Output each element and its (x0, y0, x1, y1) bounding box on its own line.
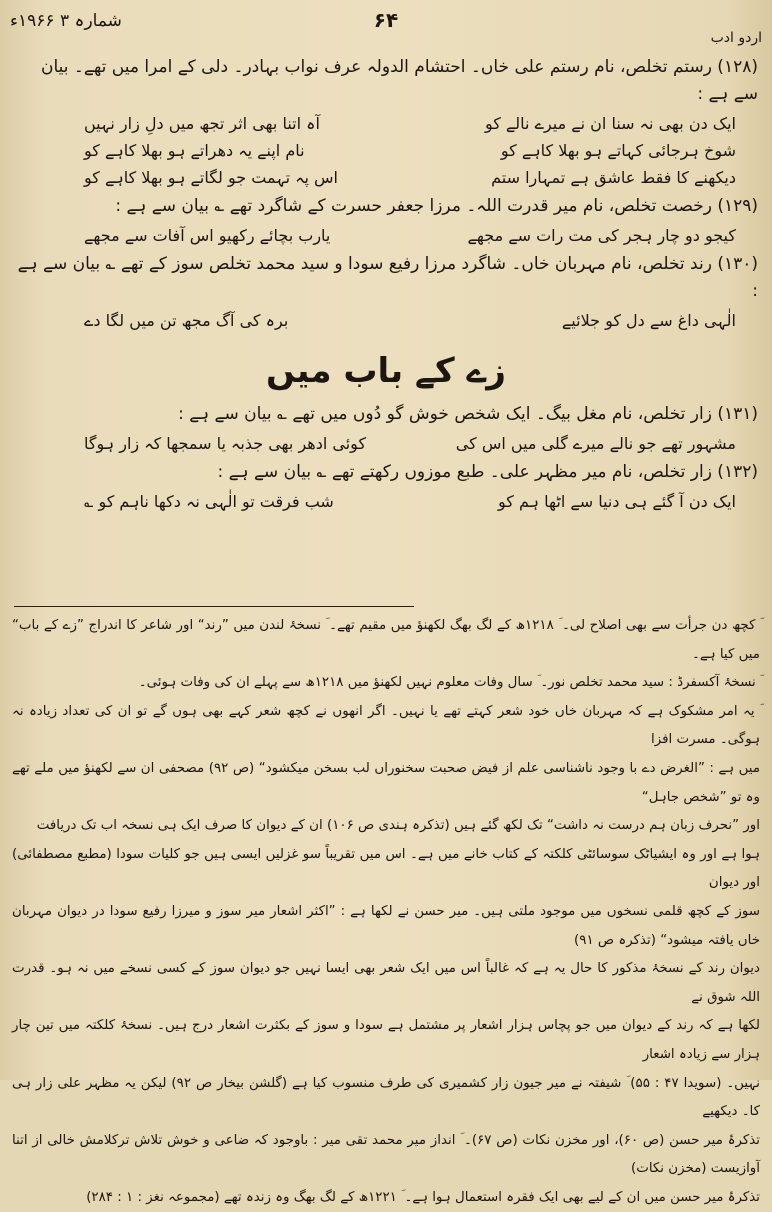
footnote-divider (14, 606, 414, 607)
couplet (14, 137, 758, 164)
entry-heading: (۱۳۰) رند تخلص، نام مہربان خاں۔ شاگرد مرزا رفیع سودا و سید محمد تخلص سوز کے تھے ؎ بیان سے ہے : (17, 254, 758, 301)
footnote-line: ؔ یہ امر مشکوک ہے کہ مہربان خاں خود شعر کہتے تھے یا نہیں۔ اگر انھوں نے کچھ شعر کہے بھی ہوں گے تو ان کی تعداد زیادہ نہ ہوگی۔ مسرت افزا (12, 703, 760, 748)
couplet (14, 307, 758, 334)
footnote-line: اور ”نحرف زبان ہم درست نہ داشت“ تک لکھ گئے ہیں (تذکرہ ہندی ص ۱۰۶) ان کے دیوان کا صرف ایک ہی نسخہ اب تک دریافت (36, 818, 760, 834)
footnote-line: تذکرۂ میر حسن (ص ۶۰)، اور مخزن نکات (ص ۶۷)۔ ؔ انداز میر محمد تقی میر : باوجود کہ ضاعی و خوش تلاش ترکلامش خالی از اتنا آوازیست (مخزن نکات) (12, 1132, 760, 1177)
footnote-line: نہیں۔ (سویدا ۴۷ : ۵۵) ؔ شیفتہ نے میر جیون زار کشمیری کی طرف منسوب کیا ہے (گلشن بیخار ص ۹۲) لیکن یہ مظہر علی زار ہی کا۔ دیکھیے (12, 1075, 760, 1120)
page-header (10, 8, 762, 46)
footnote-line: ہوا ہے اور وہ ایشیاٹک سوسائٹی کلکتہ کے کتاب خانے میں ہے۔ اس میں تقریباً سو غزلیں ایسی ہیں جو کلیات سودا (مطبع مصطفائی) اور دیوان (12, 846, 760, 891)
main-text (14, 52, 758, 515)
entry-132 (14, 459, 758, 515)
entry-129 (14, 193, 758, 249)
misra: یارب بچائے رکھیو اس آفات سے مجھے (84, 226, 331, 245)
misra: دیکھنے کا فقط عاشق ہے تمہارا ستم (491, 168, 736, 187)
misra: آہ اتنا بھی اثر تجھ میں دلِ زار نہیں (84, 114, 320, 133)
entry-heading: (۱۲۸) رستم تخلص، نام رستم علی خاں۔ احتشام الدولہ عرف نواب بہادر۔ دلی کے امرا میں تھے۔ بیان سے ہے : (40, 57, 758, 104)
misra: کیجو دو چار ہجر کی مت رات سے مجھے (467, 226, 736, 245)
misra: برہ کی آگ مجھ تن میں لگا دے (84, 311, 289, 330)
magazine-title: اردو ادب (710, 30, 762, 46)
couplet (14, 430, 758, 457)
misra: کوئی ادھر بھی جذبہ یا سمجھا کہ زار ہوگا (84, 434, 367, 453)
footnote-line: لکھا ہے کہ رند کے دیوان میں جو پچاس ہزار اشعار پر مشتمل ہے سودا و سوز کے بکثرت اشعار درج ہیں۔ نسخۂ کلکتہ میں تین چار ہزار سے زیادہ اشعار (12, 1018, 760, 1062)
entry-131 (14, 401, 758, 457)
couplet (14, 164, 758, 191)
misra: مشہور تھے جو نالے میرے گلی میں اس کی (455, 434, 736, 453)
couplet (14, 488, 758, 515)
misra: ایک دن آ گئے ہی دنیا سے اٹھا ہم کو (498, 492, 736, 511)
couplet (14, 222, 758, 249)
misra: نام اپنے یہ دھراتے ہو بھلا کاہے کو (84, 141, 305, 160)
issue-label: شمارہ ۳ ۱۹۶۶ء (10, 11, 122, 31)
misra: اس پہ تہمت جو لگاتے ہو بھلا کاہے کو (84, 168, 338, 187)
couplet (14, 110, 758, 137)
entry-heading: (۱۳۲) زار تخلص، نام میر مظہر علی۔ طبع موزوں رکھتے تھے ؎ بیان سے ہے : (217, 462, 758, 482)
footnote-line: سوز کے کچھ قلمی نسخوں میں موجود ملتی ہیں۔ میر حسن نے لکھا ہے : ”اکثر اشعار میر سوز و میرزا رفیع سودا در دیوان مہربان خاں یافتہ میشود“ (تذکرہ ص ۹۱) (12, 903, 760, 948)
footnotes (12, 612, 760, 1212)
footnote-line: ؔ کچھ دن جرأت سے بھی اصلاح لی۔ ؔ ۱۲۱۸ھ کے لگ بھگ لکھنؤ میں مقیم تھے۔ ؔ نسخۂ لندن میں ”رند“ اور شاعر کا اندراج ”زے کے باب“ میں کیا ہے۔ (12, 618, 760, 662)
misra: شوخ ہرجائی کہاتے ہو بھلا کاہے کو (500, 141, 736, 160)
section-title: زے کے باب میں (266, 351, 506, 391)
entry-heading: (۱۳۱) زار تخلص، نام مغل بیگ۔ ایک شخص خوش گو دُوں میں تھے ؎ بیان سے ہے : (178, 404, 758, 424)
misra: شب فرقت تو الٰہی نہ دکھا ناہم کو ؎ (84, 492, 334, 511)
footnote-line: تذکرۂ میر حسن میں ان کے لیے بھی ایک فقرہ استعمال ہوا ہے۔ ؔ ۱۲۲۱ھ کے لگ بھگ وہ زندہ تھے (مجموعہ نغز : ۱ : ۲۸۴) (86, 1189, 760, 1205)
footnote-line: دیوان رند کے نسخۂ مذکور کا حال یہ ہے کہ غالباً اس میں ایک شعر بھی ایسا نہیں جو دیوان سوز کے کسی نسخے میں نہ ہو۔ قدرت اللہ شوق نے (12, 961, 760, 1005)
misra: الٰہی داغ سے دل کو جلائیے (561, 311, 736, 330)
page-number: ۶۴ (373, 8, 399, 32)
entry-128 (14, 54, 758, 191)
misra: ایک دن بھی نہ سنا ان نے میرے نالے کو (484, 114, 736, 133)
footnote-line: میں ہے : ”الغرض دے با وجود ناشناسی علم از فیض صحبت سخنوراں لب بسخن میکشود“ (ص ۹۲) مصحفی ان سے لکھنؤ میں ملے تھے وہ تو ”شخص جاہل“ (12, 760, 761, 805)
entry-130 (14, 251, 758, 334)
footnote-line: ؔ نسخۂ آکسفرڈ : سید محمد تخلص نور۔ ؔ سال وفات معلوم نہیں لکھنؤ میں ۱۲۱۸ھ سے پہلے ان کی وفات ہوئی۔ (138, 675, 760, 691)
entry-heading: (۱۲۹) رخصت تخلص، نام میر قدرت اللہ۔ مرزا جعفر حسرت کے شاگرد تھے ؎ بیان سے ہے : (115, 196, 758, 216)
